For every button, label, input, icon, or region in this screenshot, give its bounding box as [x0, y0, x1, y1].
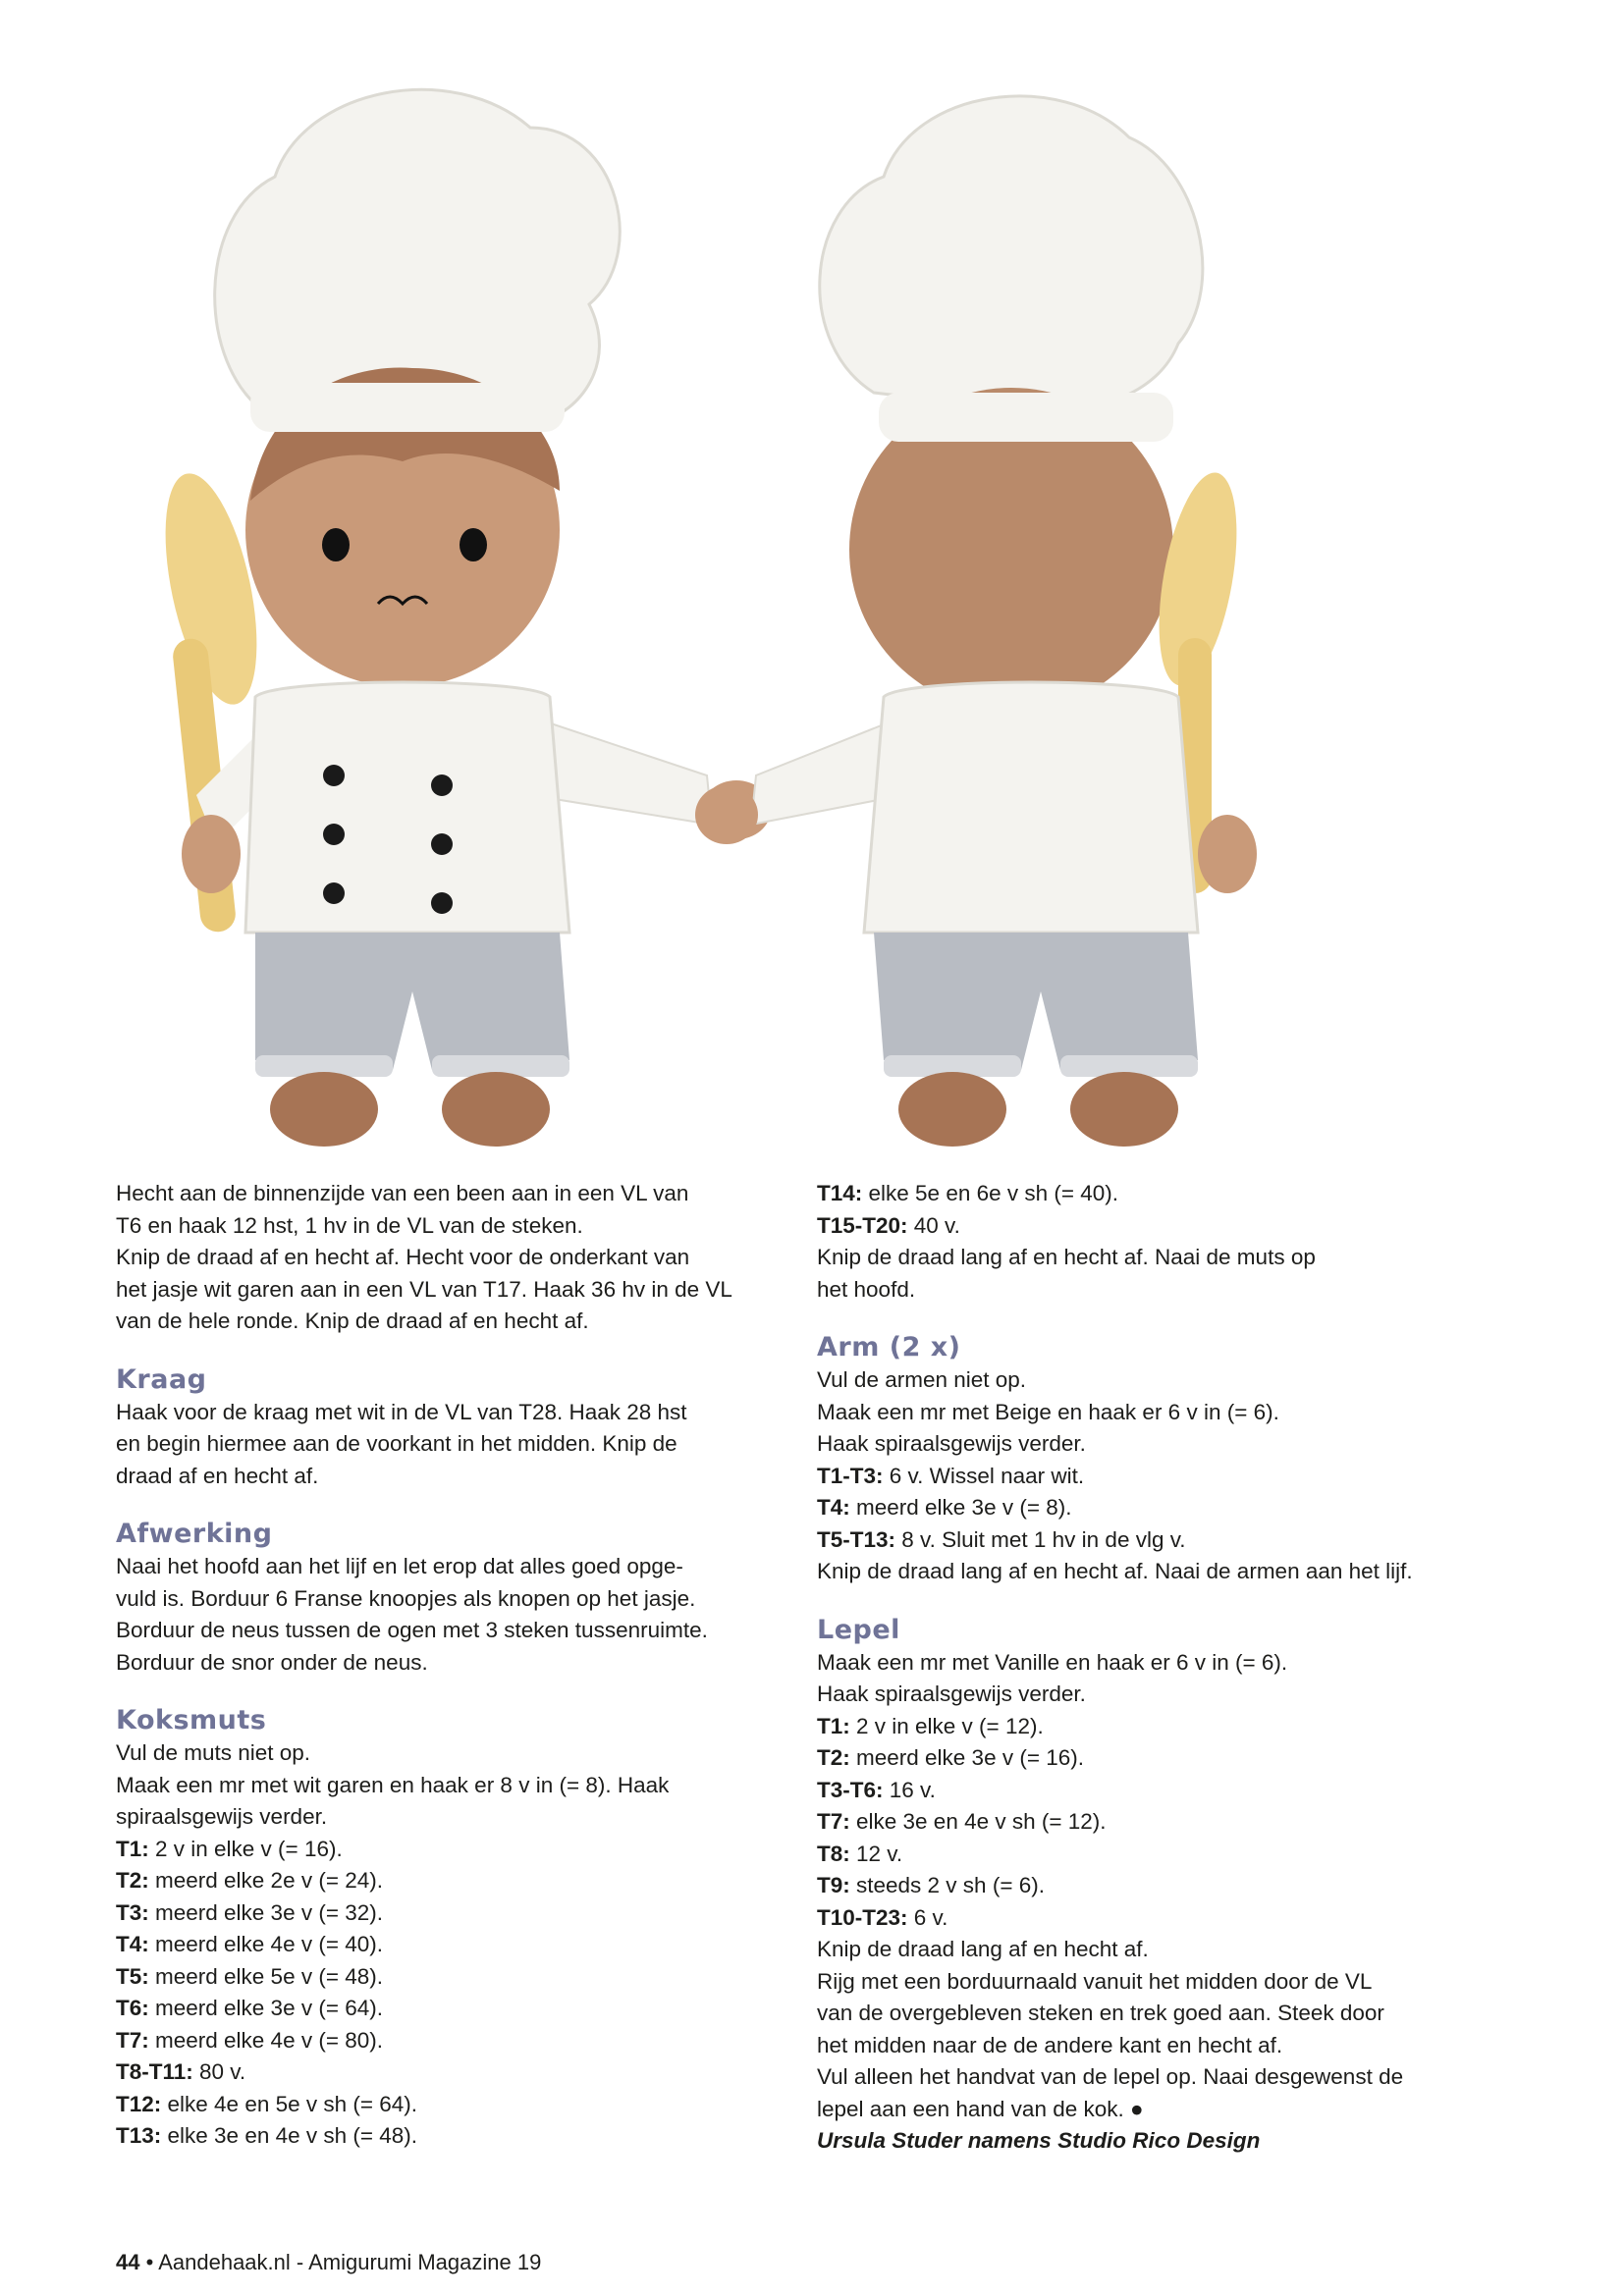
round-label: T6:: [116, 1996, 149, 2020]
round-label: T3:: [116, 1899, 149, 1925]
arm-line: Maak een mr met Beige en haak er 6 v in (= 6).: [817, 1399, 1279, 1424]
round-text: 40 v.: [907, 1212, 960, 1238]
round-row: [116, 2025, 793, 2057]
afwerking-line: Borduur de neus tussen de ogen met 3 steken tussenruimte.: [116, 1618, 708, 1642]
round-row: [817, 1210, 1504, 1243]
section-heading-kraag: Kraag: [116, 1363, 207, 1395]
round-label: T8:: [817, 1841, 850, 1866]
round-row: [116, 1897, 793, 1930]
lepel-line: Haak spiraalsgewijs verder.: [817, 1682, 1086, 1706]
right-column: [817, 1178, 1504, 2158]
round-text: elke 5e en 6e v sh (= 40).: [862, 1181, 1119, 1205]
left-column: [116, 1178, 793, 2153]
afwerking-line: vuld is. Borduur 6 Franse knoopjes als knopen op het jasje.: [116, 1585, 696, 1611]
product-photos: [157, 69, 1316, 1148]
round-label: T9:: [817, 1873, 850, 1897]
kraag-line: en begin hiermee aan de voorkant in het midden. Knip de: [116, 1431, 677, 1456]
koksmuts-line: spiraalsgewijs verder.: [116, 1804, 328, 1829]
round-row: [817, 1178, 1504, 1210]
publication-name: Aandehaak.nl - Amigurumi Magazine 19: [158, 2250, 542, 2274]
round-text: meerd elke 5e v (= 48).: [148, 1963, 383, 1989]
round-label: T12:: [116, 2091, 162, 2116]
round-label: T4:: [817, 1495, 850, 1520]
round-text: 12 v.: [849, 1841, 903, 1866]
section-heading-afwerking: Afwerking: [116, 1519, 273, 1549]
round-row: [116, 1929, 793, 1961]
section-heading-arm: Arm (2 x): [817, 1332, 961, 1362]
lepel-line: Maak een mr met Vanille en haak er 6 v in (= 6).: [817, 1649, 1288, 1675]
round-text: meerd elke 4e v (= 40).: [148, 1932, 383, 1956]
koksmuts-line: Vul de muts niet op.: [116, 1740, 311, 1765]
round-row: [116, 1961, 793, 1994]
round-row: [817, 1806, 1504, 1839]
round-row: [116, 1865, 793, 1897]
round-text: meerd elke 3e v (= 16).: [849, 1745, 1084, 1770]
intro-line: T6 en haak 12 hst, 1 hv in de VL van de steken.: [116, 1212, 583, 1238]
round-text: meerd elke 4e v (= 80).: [148, 2027, 383, 2053]
afwerking-line: Borduur de snor onder de neus.: [116, 1649, 428, 1675]
round-row: [116, 1834, 793, 1866]
round-row: [116, 2120, 793, 2153]
round-label: T10-T23:: [817, 1904, 908, 1930]
round-row: [116, 1993, 793, 2025]
kraag-line: draad af en hecht af.: [116, 1463, 319, 1488]
round-label: T1-T3:: [817, 1463, 884, 1488]
doll-back-photo: [695, 96, 1257, 1147]
round-row: [817, 1524, 1504, 1557]
round-text: 2 v in elke v (= 12).: [849, 1713, 1044, 1738]
lepel-closing-line: lepel aan een hand van de kok. ●: [817, 2096, 1144, 2121]
round-row: [817, 1902, 1504, 1935]
round-text: elke 3e en 4e v sh (= 12).: [849, 1809, 1107, 1834]
round-row: [116, 2056, 793, 2089]
round-row: [817, 1711, 1504, 1743]
doll-front-photo: [157, 89, 771, 1147]
afwerking-line: Naai het hoofd aan het lijf en let erop dat alles goed opge-: [116, 1554, 683, 1578]
round-text: elke 4e en 5e v sh (= 64).: [161, 2091, 418, 2116]
section-heading-koksmuts: Koksmuts: [116, 1705, 267, 1735]
page-number: 44: [116, 2250, 140, 2274]
round-label: T1:: [817, 1713, 850, 1738]
round-label: T14:: [817, 1181, 863, 1205]
round-row: [817, 1775, 1504, 1807]
round-text: meerd elke 3e v (= 8).: [849, 1495, 1072, 1520]
round-label: T4:: [116, 1932, 149, 1956]
round-row: [817, 1461, 1504, 1493]
round-text: meerd elke 2e v (= 24).: [148, 1868, 383, 1893]
page-footer: [116, 2250, 541, 2275]
round-label: T7:: [116, 2027, 149, 2053]
koksmuts-line: het hoofd.: [817, 1276, 916, 1302]
round-text: 80 v.: [192, 2059, 246, 2084]
arm-closing-line: Knip de draad lang af en hecht af. Naai de armen aan het lijf.: [817, 1559, 1413, 1583]
koksmuts-line: Knip de draad lang af en hecht af. Naai de muts op: [817, 1245, 1316, 1269]
round-text: elke 3e en 4e v sh (= 48).: [161, 2123, 418, 2148]
lepel-closing-line: Vul alleen het handvat van de lepel op. Naai desgewenst de: [817, 2064, 1404, 2089]
round-label: T15-T20:: [817, 1212, 908, 1238]
intro-line: Knip de draad af en hecht af. Hecht voor de onderkant van: [116, 1245, 690, 1269]
round-text: 6 v.: [907, 1904, 948, 1930]
author-signature: Ursula Studer namens Studio Rico Design: [817, 2128, 1261, 2153]
intro-line: het jasje wit garen aan in een VL van T17. Haak 36 hv in de VL: [116, 1276, 732, 1302]
round-label: T3-T6:: [817, 1777, 884, 1802]
koksmuts-line: Maak een mr met wit garen en haak er 8 v in (= 8). Haak: [116, 1772, 670, 1797]
lepel-closing-line: het midden naar de de andere kant en hecht af.: [817, 2032, 1283, 2057]
round-label: T5-T13:: [817, 1526, 896, 1552]
round-text: meerd elke 3e v (= 32).: [148, 1899, 383, 1925]
round-label: T13:: [116, 2123, 162, 2148]
round-text: 8 v. Sluit met 1 hv in de vlg v.: [895, 1526, 1186, 1552]
round-row: [817, 1870, 1504, 1902]
round-label: T8-T11:: [116, 2059, 193, 2084]
round-label: T7:: [817, 1809, 850, 1834]
round-row: [817, 1492, 1504, 1524]
round-label: T5:: [116, 1963, 149, 1989]
round-text: steeds 2 v sh (= 6).: [849, 1873, 1045, 1897]
round-row: [817, 1839, 1504, 1871]
round-text: meerd elke 3e v (= 64).: [148, 1996, 383, 2020]
intro-line: Hecht aan de binnenzijde van een been aan in een VL van: [116, 1181, 689, 1205]
round-text: 16 v.: [883, 1777, 936, 1802]
lepel-closing-line: Knip de draad lang af en hecht af.: [817, 1937, 1149, 1961]
footer-separator: •: [145, 2250, 154, 2274]
lepel-closing-line: van de overgebleven steken en trek goed aan. Steek door: [817, 2001, 1384, 2025]
section-heading-lepel: Lepel: [817, 1614, 900, 1645]
round-row: [116, 2089, 793, 2121]
round-text: 2 v in elke v (= 16).: [148, 1836, 343, 1861]
arm-line: Vul de armen niet op.: [817, 1367, 1027, 1392]
round-row: [817, 1742, 1504, 1775]
round-label: T2:: [116, 1868, 149, 1893]
round-label: T1:: [116, 1836, 149, 1861]
intro-line: van de hele ronde. Knip de draad af en hecht af.: [116, 1308, 589, 1333]
round-label: T2:: [817, 1745, 850, 1770]
lepel-closing-line: Rijg met een borduurnaald vanuit het midden door de VL: [817, 1968, 1373, 1994]
arm-line: Haak spiraalsgewijs verder.: [817, 1431, 1086, 1456]
kraag-line: Haak voor de kraag met wit in de VL van T28. Haak 28 hst: [116, 1399, 687, 1424]
round-text: 6 v. Wissel naar wit.: [883, 1463, 1085, 1488]
